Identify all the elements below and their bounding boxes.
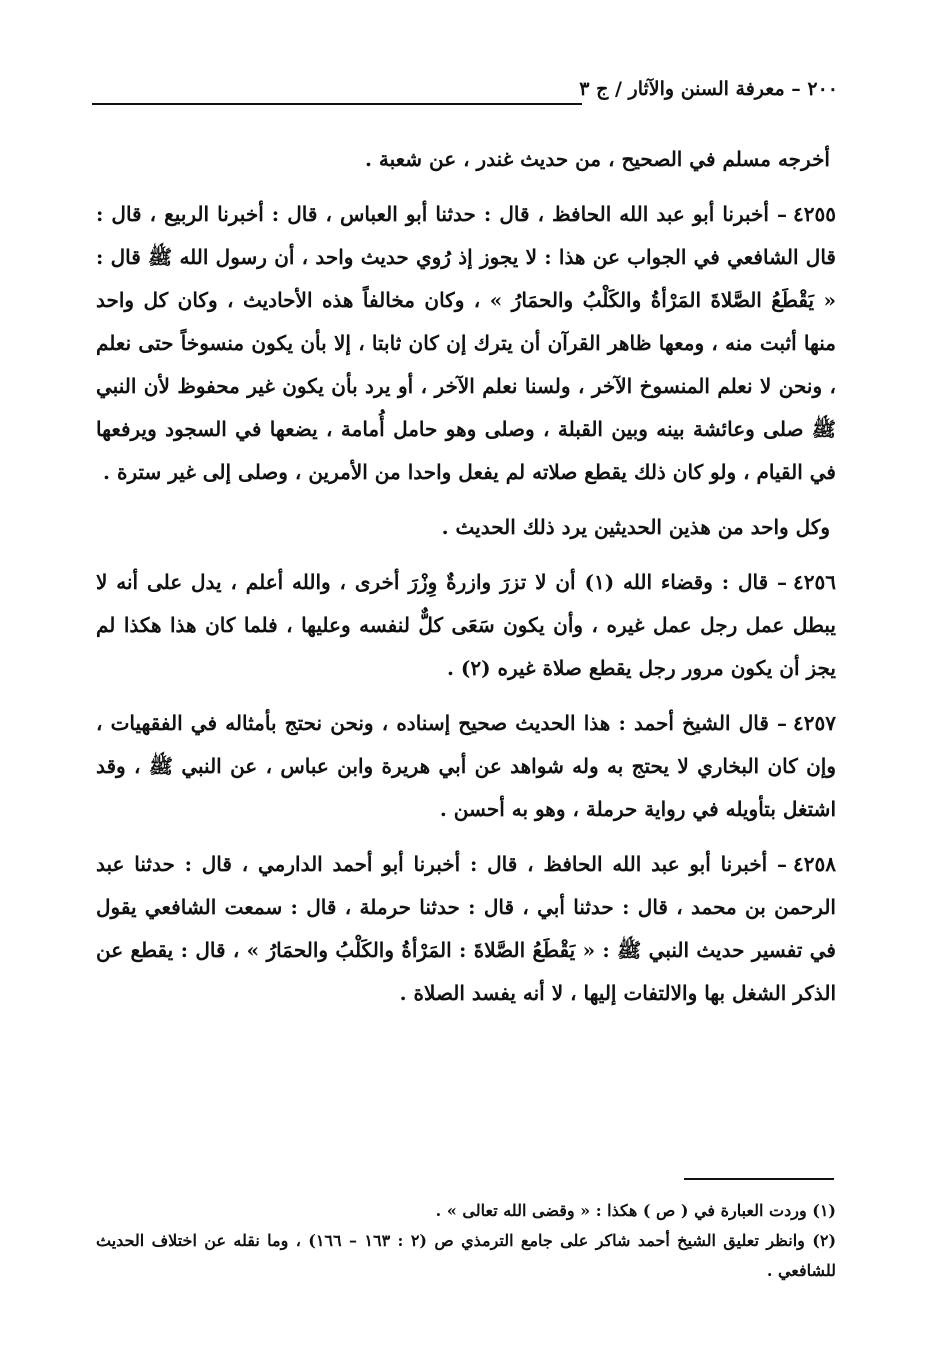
hadith-number: ٤٢٥٥ xyxy=(793,202,836,226)
paragraph-text: – قال : وقضاء الله (١) أن لا تزرَ وازرةٌ وِزْرَ أخرى ، والله أعلم ، يدل على أنه لا يبطل عمل رجل عمل غيره ، وأن يكون سَعَى كلٌّ لنفسه وعليها ، فلما كان هذا هكذا لم يجز أن يكون مرور رجل يقطع صلاة غيره (٢) . xyxy=(96,570,836,680)
hadith-number: ٤٢٥٧ xyxy=(793,711,836,735)
paragraph xyxy=(96,561,836,690)
paragraph xyxy=(96,506,836,549)
footnote: (١) وردت العبارة في ( ص ) هكذا : « وقضى الله تعالى » . xyxy=(435,1201,836,1220)
paragraph-text: – أخبرنا أبو عبد الله الحافظ ، قال : أخبرنا أبو أحمد الدارمي ، قال : حدثنا عبد الرحمن بن محمد ، قال : حدثنا أبي ، قال : حدثنا حرملة ، قال : سمعت الشافعي يقول في تفسير حديث النبي ﷺ : « يَقْطَعُ الصَّلاةَ : المَرْأةُ والكَلْبُ والحمَارُ » ، قال : يقطع عن الذكر الشغل بها والالتفات إليها ، لا أنه يفسد الصلاة . xyxy=(96,852,836,1005)
header-separator: – xyxy=(784,78,801,100)
running-title: معرفة السنن والآثار / ج ٣ xyxy=(579,78,785,100)
footnotes xyxy=(96,1196,836,1286)
paragraph xyxy=(96,138,836,181)
paragraph xyxy=(96,702,836,831)
footnote-rule xyxy=(684,1178,834,1180)
paragraph xyxy=(96,843,836,1015)
page-number: ٢٠٠ xyxy=(807,78,838,100)
header-rule xyxy=(92,103,582,105)
paragraph xyxy=(96,193,836,494)
footnote: (٢) وانظر تعليق الشيخ أحمد شاكر على جامع الترمذي ص (٢ : ١٦٣ – ١٦٦) ، وما نقله عن اختلاف الحديث للشافعي . xyxy=(96,1231,837,1280)
paragraph-text: وكل واحد من هذين الحديثين يرد ذلك الحديث . xyxy=(441,515,830,539)
paragraph-text: – قال الشيخ أحمد : هذا الحديث صحيح إسناده ، ونحن نحتج بأمثاله في الفقهيات ، وإن كان البخاري لا يحتج به وله شواهد عن أبي هريرة وابن عباس ، عن النبي ﷺ ، وقد اشتغل بتأويله في رواية حرملة ، وهو به أحسن . xyxy=(96,711,836,821)
hadith-number: ٤٢٥٨ xyxy=(793,852,836,876)
running-header xyxy=(579,78,838,100)
paragraph-text: أخرجه مسلم في الصحيح ، من حديث غندر ، عن شعبة . xyxy=(364,147,830,171)
main-text xyxy=(96,138,836,1027)
paragraph-text: – أخبرنا أبو عبد الله الحافظ ، قال : حدثنا أبو العباس ، قال : أخبرنا الربيع ، قال : قال الشافعي في الجواب عن هذا : لا يجوز إذ رُوي حديث واحد ، أن رسول الله ﷺ قال : « يَقْطَعُ الصَّلاةَ المَرْأةُ والكَلْبُ والحمَارُ » ، وكان مخالفاً هذه الأحاديث ، وكان كل واحد منها أثبت منه ، ومعها ظاهر القرآن أن يترك إن كان ثابتا ، إلا بأن يكون منسوخاً حتى نعلم ، ونحن لا نعلم المنسوخ الآخر ، ولسنا نعلم الآخر ، أو يرد بأن يكون غير محفوظ لأن النبي ﷺ صلى وعائشة بينه وبين القبلة ، وصلى وهو حامل أُمامة ، يضعها في السجود ويرفعها في القيام ، ولو كان ذلك يقطع صلاته لم يفعل واحدا من الأمرين ، وصلى إلى غير سترة . xyxy=(96,202,836,484)
hadith-number: ٤٢٥٦ xyxy=(793,570,836,594)
